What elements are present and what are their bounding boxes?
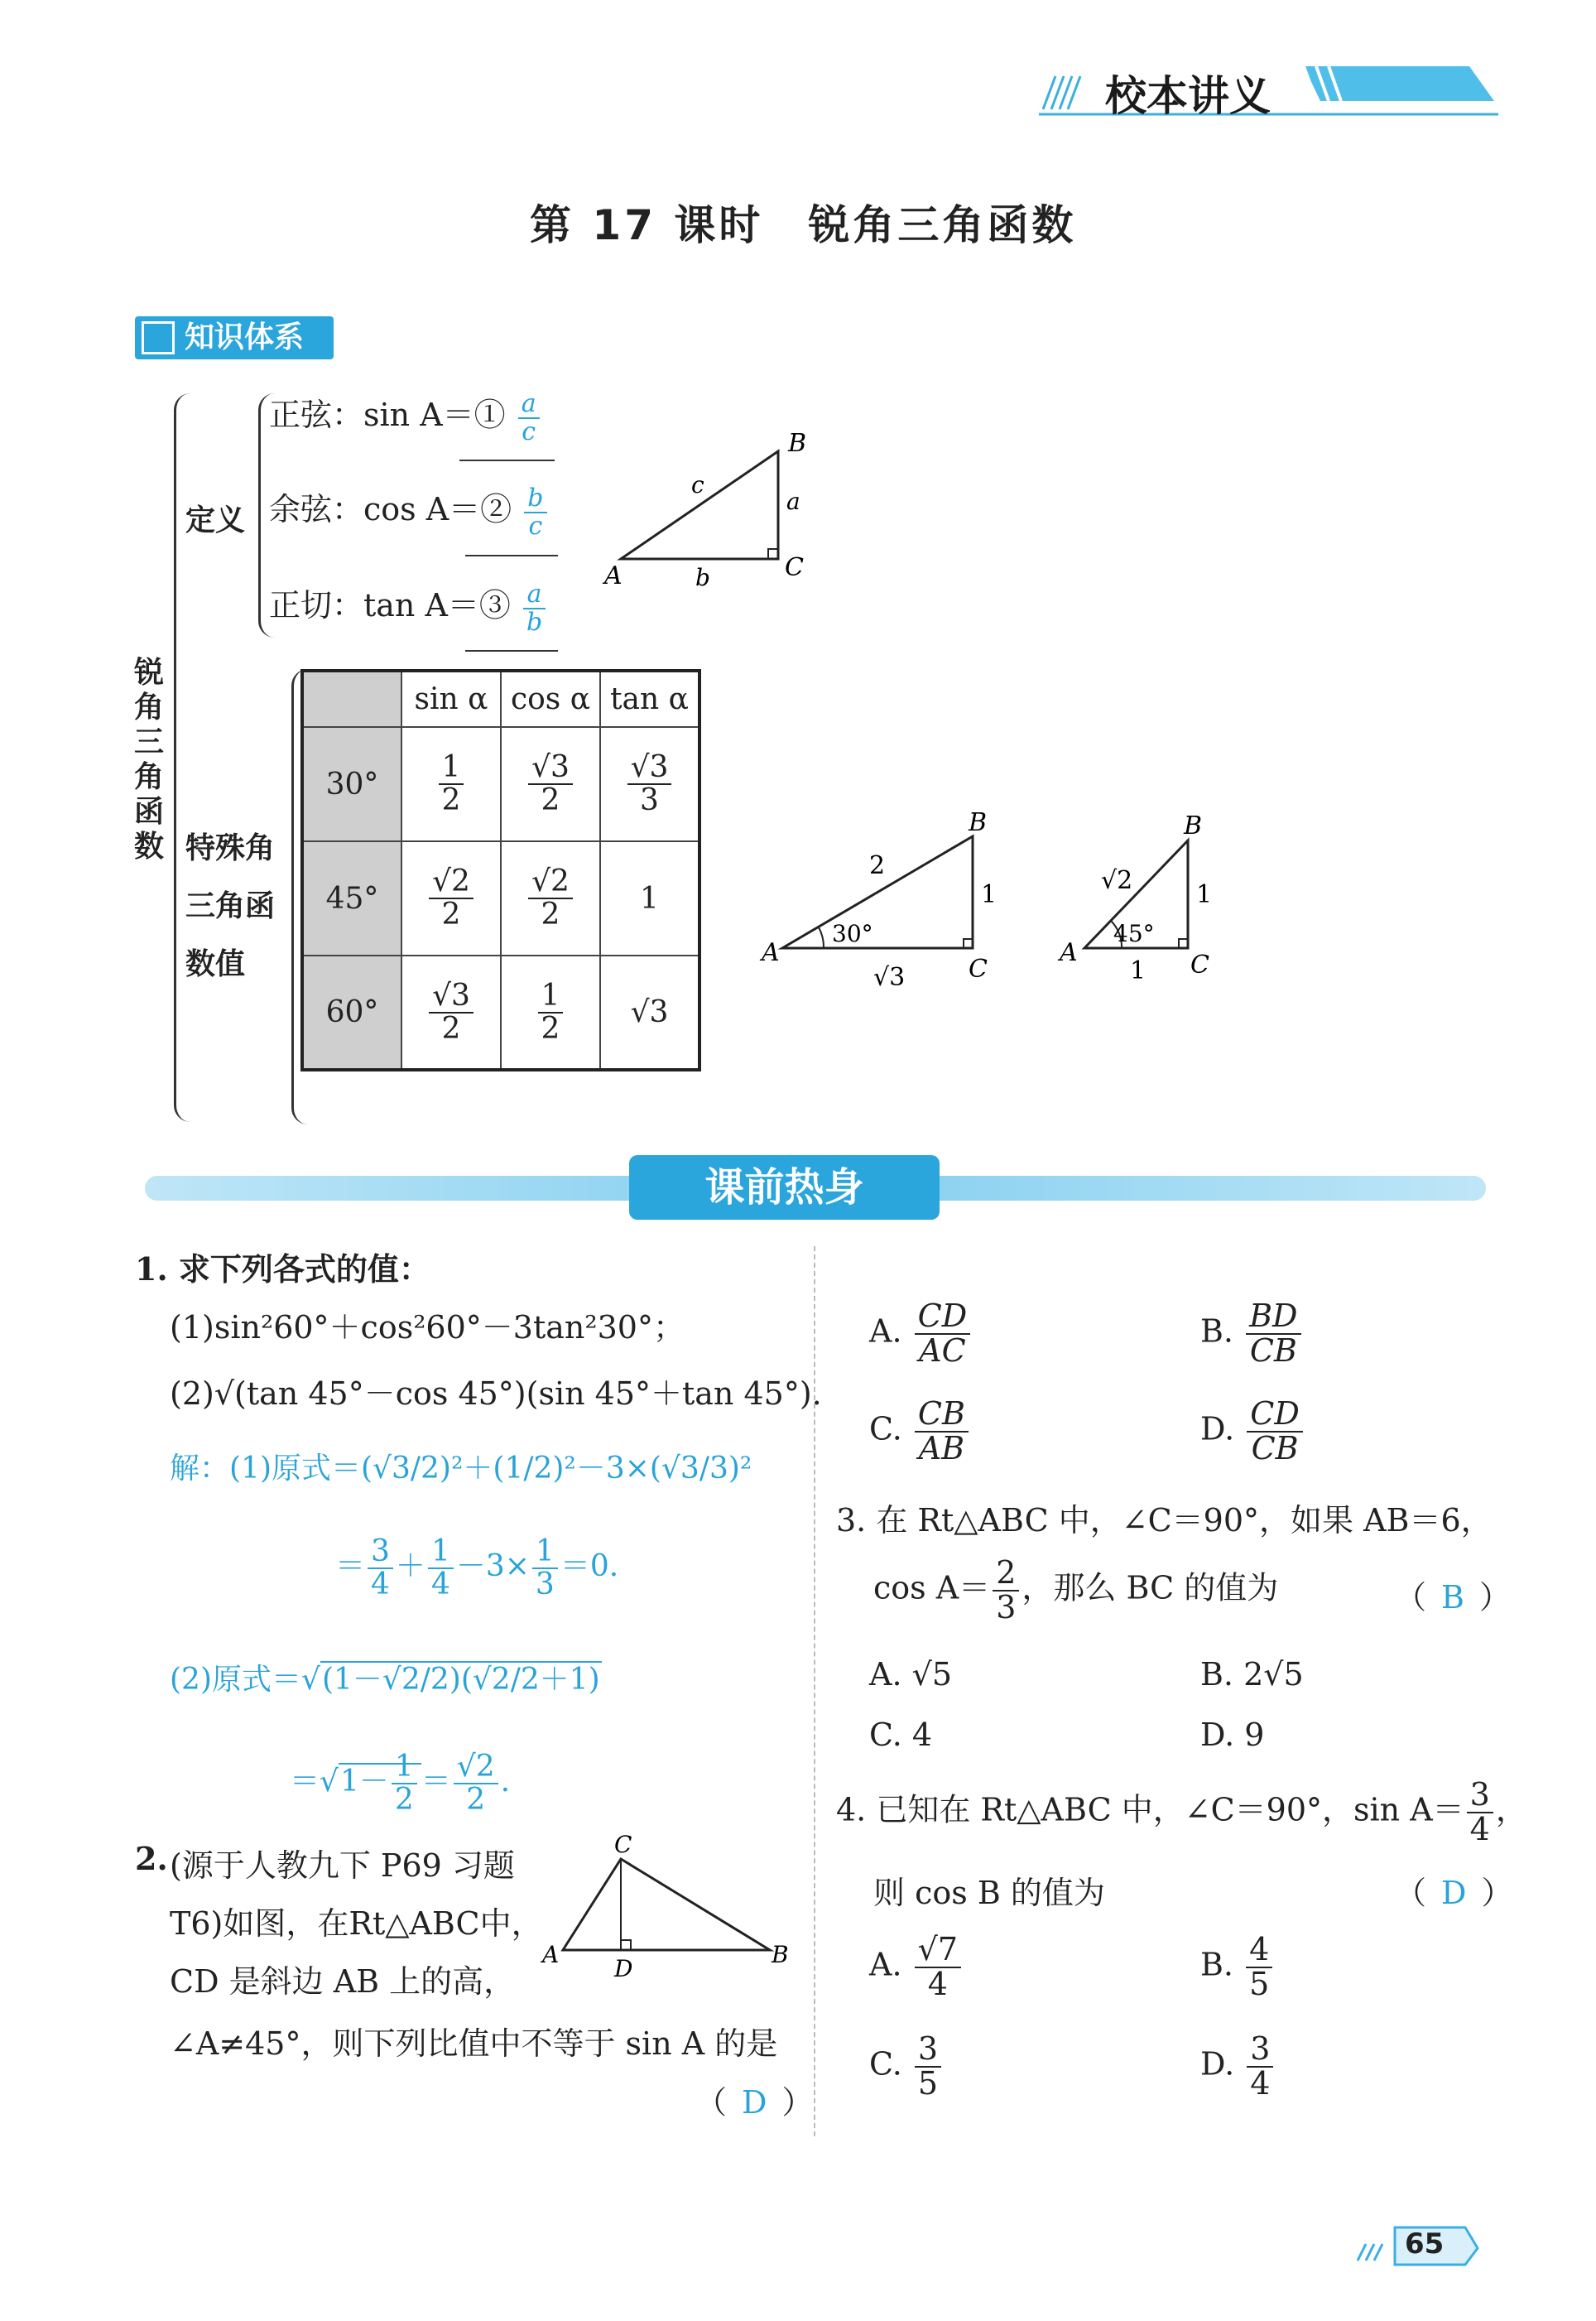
q1-solution-1 [170, 1445, 752, 1487]
tri1-A: A [604, 561, 623, 590]
q2-fig-B: B [772, 1941, 789, 1968]
page-number: 65 [1405, 2227, 1445, 2261]
table-cell: 1 [600, 841, 699, 956]
q2-option-a[interactable]: A. $\frac{CD}{AC}$ [869, 1300, 973, 1368]
tri2-adj: √3 [873, 963, 906, 992]
q1-part2: (2)√(tan 45°－cos 45°)(sin 45°＋tan 45°). [170, 1375, 822, 1412]
q1-sol1-expr: (√3/2)²＋(1/2)²－3×(√3/3)² [361, 1452, 752, 1486]
def-cos-underline [465, 555, 558, 556]
pencil-icon [142, 321, 175, 354]
table-cell: $\frac{1}{2}$ [501, 956, 600, 1070]
q1-sol2-label: (2)原式＝ [170, 1663, 301, 1697]
q4-option-d[interactable]: D. $\frac{3}{4}$ [1200, 2033, 1276, 2101]
q3-line1: 3. 在 Rt△ABC 中，∠C＝90°，如果 AB＝6， [836, 1502, 1493, 1539]
q2-line4: ∠A≠45°，则下列比值中不等于 sin A 的是 [170, 2025, 778, 2062]
q4-option-b[interactable]: B. $\frac{4}{5}$ [1200, 1933, 1275, 2001]
tri3-B: B [1184, 811, 1203, 840]
table-header: sin α [401, 671, 501, 727]
q2-answer: D [742, 2084, 767, 2121]
q2-option-b[interactable]: B. $\frac{BD}{CB}$ [1200, 1300, 1304, 1368]
q2-figure [538, 1834, 795, 1983]
q2-fig-A: A [542, 1941, 560, 1968]
tri2-C: C [969, 955, 988, 984]
triangle-figure-45 [1051, 807, 1233, 998]
q2-option-c[interactable]: C. $\frac{CB}{AB}$ [869, 1398, 971, 1466]
q3-option-d[interactable]: D. 9 [1200, 1717, 1265, 1753]
special-label-3: 数值 [185, 947, 246, 981]
table-header: cos α [501, 671, 600, 727]
q2-fig-D: D [614, 1955, 633, 1982]
tri2-B: B [969, 808, 988, 837]
q3-option-a[interactable]: A. √5 [869, 1656, 952, 1693]
warmup-banner [629, 1155, 940, 1220]
tri3-hyp: √2 [1101, 866, 1133, 895]
def-sin-answer: $\frac{a}{c}$ [518, 391, 540, 445]
table-angle: 60° [302, 956, 401, 1070]
q3-answer: B [1441, 1579, 1464, 1616]
q4-answer-paren: （ D ） [1395, 1875, 1513, 1911]
q1-solution-2-line2: ＝√1－ $\frac{1}{2}$ ＝ $\frac{√2}{2}$ . [290, 1750, 511, 1817]
table-cell: √3 [600, 956, 699, 1070]
def-sin-text: 正弦：sin A＝① [269, 397, 506, 433]
q2-fig-C: C [614, 1834, 632, 1858]
tri2-opp: 1 [981, 880, 997, 909]
def-cos-answer: $\frac{b}{c}$ [524, 485, 546, 539]
q1-sol1-label: 解：(1)原式＝ [170, 1452, 361, 1486]
definition-label: 定义 [185, 503, 246, 537]
section-badge-knowledge [135, 316, 334, 359]
q3-answer-paren: （ B ） [1395, 1579, 1511, 1616]
tri2-angle: 30° [832, 920, 873, 947]
q2-line3: CD 是斜边 AB 上的高， [170, 1963, 516, 2000]
table-cell: $\frac{1}{2}$ [401, 727, 501, 841]
table-cell: $\frac{√2}{2}$ [501, 841, 600, 956]
tri2-A: A [762, 938, 780, 967]
def-tan-text: 正切：tan A＝③ [269, 587, 511, 624]
tri1-c: c [691, 471, 704, 498]
q4-line1: 4. 已知在 Rt△ABC 中，∠C＝90°，sin A＝ $\frac{3}{4}$ ， [836, 1776, 1527, 1847]
q4-answer: D [1441, 1875, 1467, 1911]
q2-line2: T6)如图，在Rt△ABC中， [170, 1905, 543, 1942]
tri1-C: C [785, 553, 804, 582]
q2-answer-paren: （ D ） [695, 2084, 814, 2121]
special-label-1: 特殊角 [185, 831, 276, 865]
q4-line2: 则 cos B 的值为 [873, 1875, 1105, 1911]
q3-option-c[interactable]: C. 4 [869, 1717, 933, 1753]
q3-option-b[interactable]: B. 2√5 [1200, 1656, 1304, 1693]
table-cell: $\frac{√3}{2}$ [501, 727, 600, 841]
special-angle-table [300, 669, 701, 1071]
q4-option-c[interactable]: C. $\frac{3}{5}$ [869, 2033, 944, 2101]
q3-line2: cos A＝ $\frac{2}{3}$ ，那么 BC 的值为 [873, 1554, 1279, 1625]
def-tan-answer: $\frac{a}{b}$ [523, 581, 546, 635]
table-cell: $\frac{√3}{2}$ [401, 956, 501, 1070]
def-sin [269, 389, 542, 445]
tree-root-label: 锐角三角函数 [134, 656, 165, 864]
page-title: 第 17 课时 锐角三角函数 [530, 201, 1077, 249]
tri3-C: C [1190, 951, 1209, 980]
q1-sol2-body: (1－√2/2)(√2/2＋1) [321, 1663, 600, 1697]
tri3-adj: 1 [1130, 956, 1147, 985]
table-cell: $\frac{√2}{2}$ [401, 841, 501, 956]
header-tag: 校本讲义 [1105, 72, 1271, 120]
def-sin-underline [459, 460, 555, 461]
q1-solution-1-line2: ＝ $\frac{3}{4}$ ＋ $\frac{1}{4}$ －3× $\frac{1}{3}$ ＝0. [335, 1534, 619, 1601]
q2-option-d[interactable]: D. $\frac{CD}{CB}$ [1200, 1398, 1305, 1466]
triangle-figure-1 [596, 431, 828, 596]
q1-part1: (1)sin²60°＋cos²60°－3tan²30°； [170, 1309, 685, 1346]
tri1-B: B [788, 431, 807, 458]
table-cell: $\frac{√3}{3}$ [600, 727, 699, 841]
triangle-figure-30 [757, 807, 997, 998]
table-header: tan α [600, 671, 699, 727]
table-angle: 45° [302, 841, 401, 956]
warmup-banner-label: 课前热身 [704, 1164, 864, 1211]
q4-option-a[interactable]: A. $\frac{√7}{4}$ [869, 1933, 964, 2001]
table-corner [302, 671, 401, 727]
table-angle: 30° [302, 727, 401, 841]
tri2-hyp: 2 [869, 851, 886, 880]
header-band [1039, 60, 1498, 119]
tri3-opp: 1 [1196, 880, 1213, 909]
tri1-b: b [695, 564, 710, 591]
def-cos [269, 484, 550, 539]
q1-solution-2: (2)原式＝√(1－√2/2)(√2/2＋1) [170, 1663, 600, 1697]
special-label-2: 三角函 [185, 889, 276, 923]
def-tan [269, 580, 548, 635]
tri3-angle: 45° [1113, 920, 1155, 947]
tri1-a: a [786, 488, 800, 515]
section-badge-label: 知识体系 [185, 320, 305, 354]
def-tan-underline [465, 650, 558, 652]
q2-line1: (源于人教九下 P69 习题 [170, 1847, 515, 1884]
q2-number: 2. [135, 1840, 168, 1877]
tri3-A: A [1060, 938, 1078, 967]
def-cos-text: 余弦：cos A＝② [269, 491, 512, 527]
q1-stem: 1. 求下列各式的值： [135, 1250, 430, 1288]
